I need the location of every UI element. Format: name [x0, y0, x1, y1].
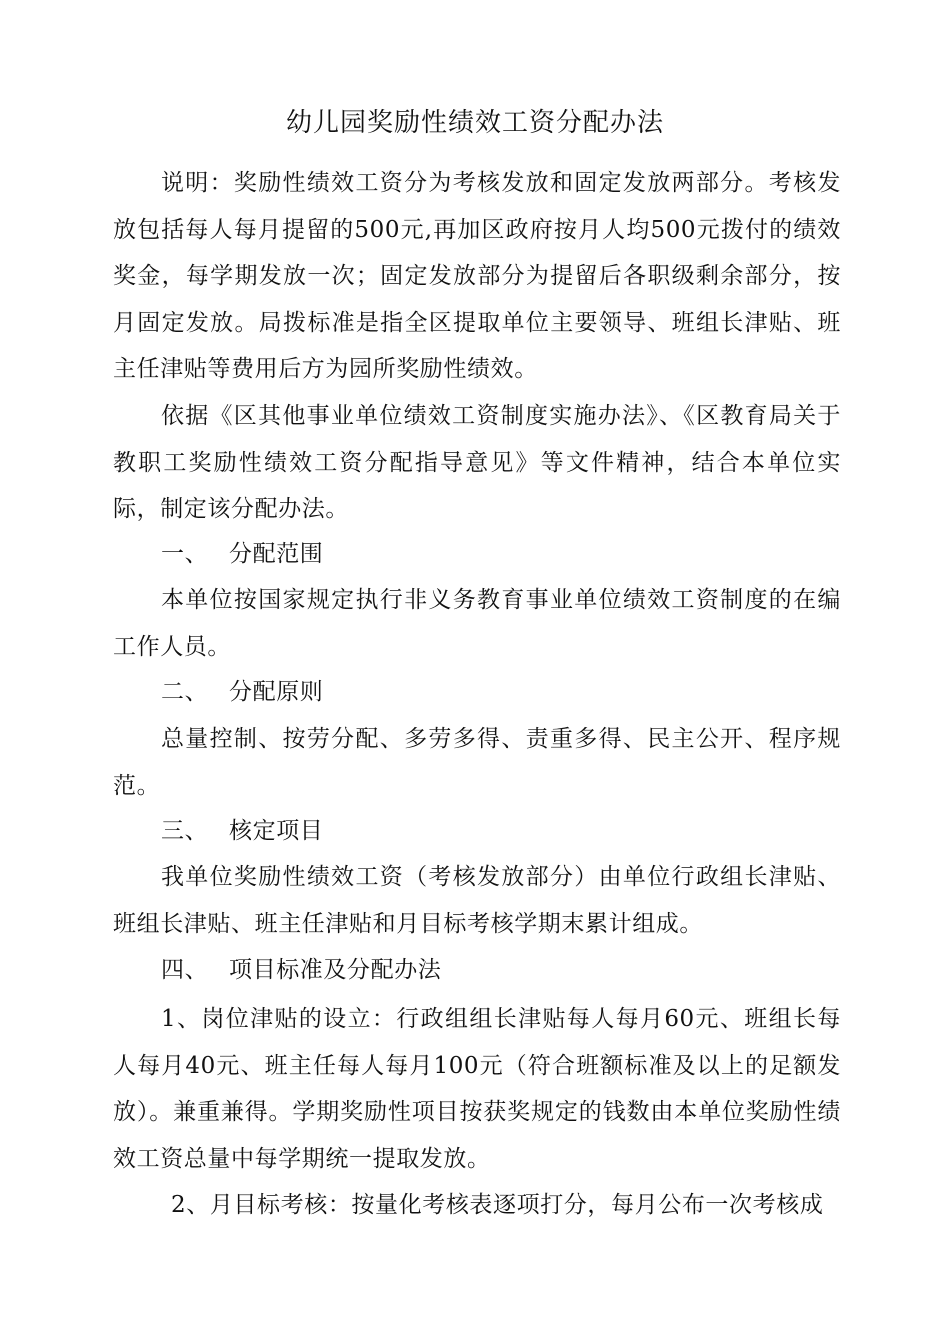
document-title: 幼儿园奖励性绩效工资分配办法: [285, 108, 664, 138]
section-item-2: 2、月目标考核：按量化考核表逐项打分，每月公布一次考核成: [171, 1192, 824, 1218]
intro-paragraph: 说明：奖励性绩效工资分为考核发放和固定发放两部分。考核发放包括每人每月提留的500元,再加区政府按月人均500元拨付的绩效奖金，每学期发放一次；固定发放部分为提留后各职级剩余部分，按月固定发放。局拨标准是指全区提取单位主要领导、班组长津贴、班主任津贴等费用后方为园所奖励性绩效。: [113, 170, 841, 382]
section-title: 分配范围: [229, 541, 324, 567]
section-body-3: 我单位奖励性绩效工资（考核发放部分）由单位行政组长津贴、班组长津贴、班主任津贴和月目标考核学期末累计组成。: [113, 864, 841, 937]
section-number: 四、: [161, 957, 209, 983]
basis-paragraph: 依据《区其他事业单位绩效工资制度实施办法》、《区教育局关于教职工奖励性绩效工资分配指导意见》等文件精神，结合本单位实际，制定该分配办法。: [113, 403, 841, 522]
section-body-2: 总量控制、按劳分配、多劳多得、责重多得、民主公开、程序规范。: [113, 726, 841, 799]
section-heading-3: [161, 811, 323, 851]
section-title: 分配原则: [229, 679, 324, 705]
section-body-1: 本单位按国家规定执行非义务教育事业单位绩效工资制度的在编工作人员。: [113, 587, 841, 660]
section-heading-4: [161, 950, 441, 990]
section-number: 二、: [161, 679, 209, 705]
section-heading-2: [161, 672, 323, 712]
section-number: 一、: [161, 541, 209, 567]
section-heading-1: [161, 534, 323, 574]
section-title: 项目标准及分配办法: [229, 957, 442, 983]
section-item-1: 1、岗位津贴的设立：行政组组长津贴每人每月60元、班组长每人每月40元、班主任每人每月100元（符合班额标准及以上的足额发放）。兼重兼得。学期奖励性项目按获奖规定的钱数由本单位奖励性绩效工资总量中每学期统一提取发放。: [113, 1006, 841, 1172]
section-title: 核定项目: [229, 818, 324, 844]
section-number: 三、: [161, 818, 209, 844]
